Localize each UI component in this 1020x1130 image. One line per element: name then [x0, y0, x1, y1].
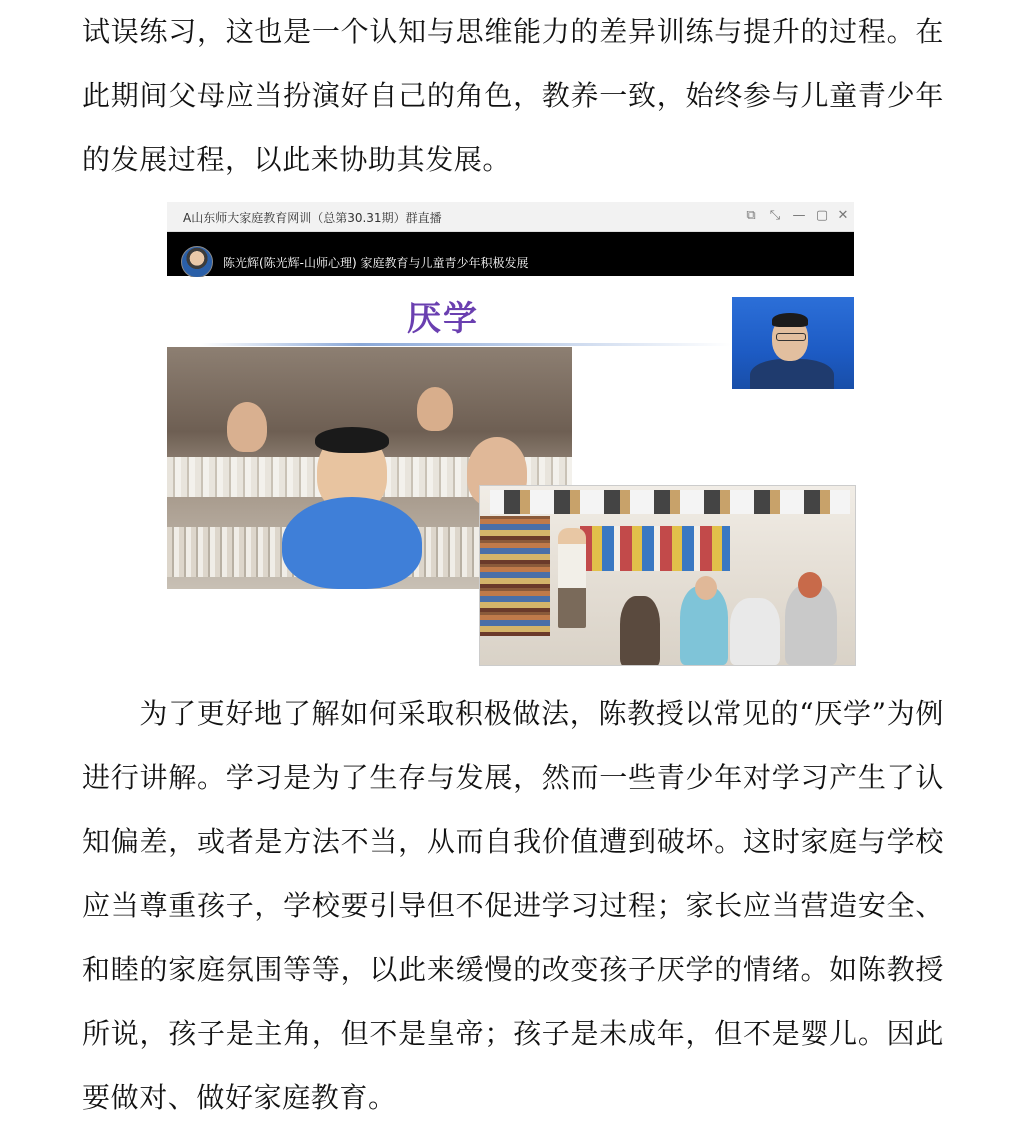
window-titlebar: [167, 202, 854, 232]
student-figure: [620, 596, 660, 666]
close-icon[interactable]: ✕: [837, 208, 849, 223]
student-figure: [227, 402, 267, 452]
minimize-icon[interactable]: —: [792, 208, 806, 223]
presentation-slide: [167, 277, 854, 664]
wall-posters: [490, 490, 850, 514]
student-head: [695, 576, 717, 600]
presenter-body: [750, 359, 834, 389]
presenter-webcam: [732, 297, 854, 389]
teacher-figure: [558, 528, 586, 628]
paragraph-1: 试误练习，这也是一个认知与思维能力的差异训练与提升的过程。在此期间父母应当扮演好自己的角色，教养一致，始终参与儿童青少年的发展过程，以此来协助其发展。: [82, 15, 944, 176]
paragraph-2: 为了更好地了解如何采取积极做法，陈教授以常见的“厌学”为例进行讲解。学习是为了生存与发展，然而一些青少年对学习产生了认知偏差，或者是方法不当，从而自我价值遭到破坏。这时家庭与学校应当尊重孩子，学校要引导但不促进学习过程；家长应当营造安全、和睦的家庭氛围等等，以此来缓慢的改变孩子厌学的情绪。如陈教授所说，孩子是主角，但不是皇帝；孩子是未成年，但不是婴儿。因此要做对、做好家庭教育。: [82, 697, 944, 1114]
expand-icon[interactable]: ⤡: [769, 208, 781, 223]
live-stream-screenshot: [167, 202, 854, 664]
stream-header: [167, 232, 854, 276]
window-title: A山东师大家庭教育网训（总第30.31期）群直播: [183, 211, 442, 225]
screen-share-icon[interactable]: ⧉: [746, 208, 756, 223]
student-hair: [315, 427, 389, 453]
bookshelf: [480, 516, 550, 636]
classroom-photo-teacher-and-class: [479, 485, 856, 666]
maximize-icon[interactable]: ▢: [815, 208, 829, 223]
student-figure: [417, 387, 453, 431]
avatar[interactable]: [181, 246, 213, 278]
slide-divider: [201, 343, 731, 346]
presenter-glasses: [776, 333, 806, 341]
presenter-hair: [772, 313, 808, 327]
student-jacket: [282, 497, 422, 589]
slide-title: 厌学: [407, 299, 479, 339]
student-figure: [730, 598, 780, 665]
stream-caption: 陈光辉(陈光辉-山师心理) 家庭教育与儿童青少年积极发展: [223, 256, 529, 270]
bulletin-board: [580, 526, 730, 571]
student-head: [798, 572, 822, 598]
